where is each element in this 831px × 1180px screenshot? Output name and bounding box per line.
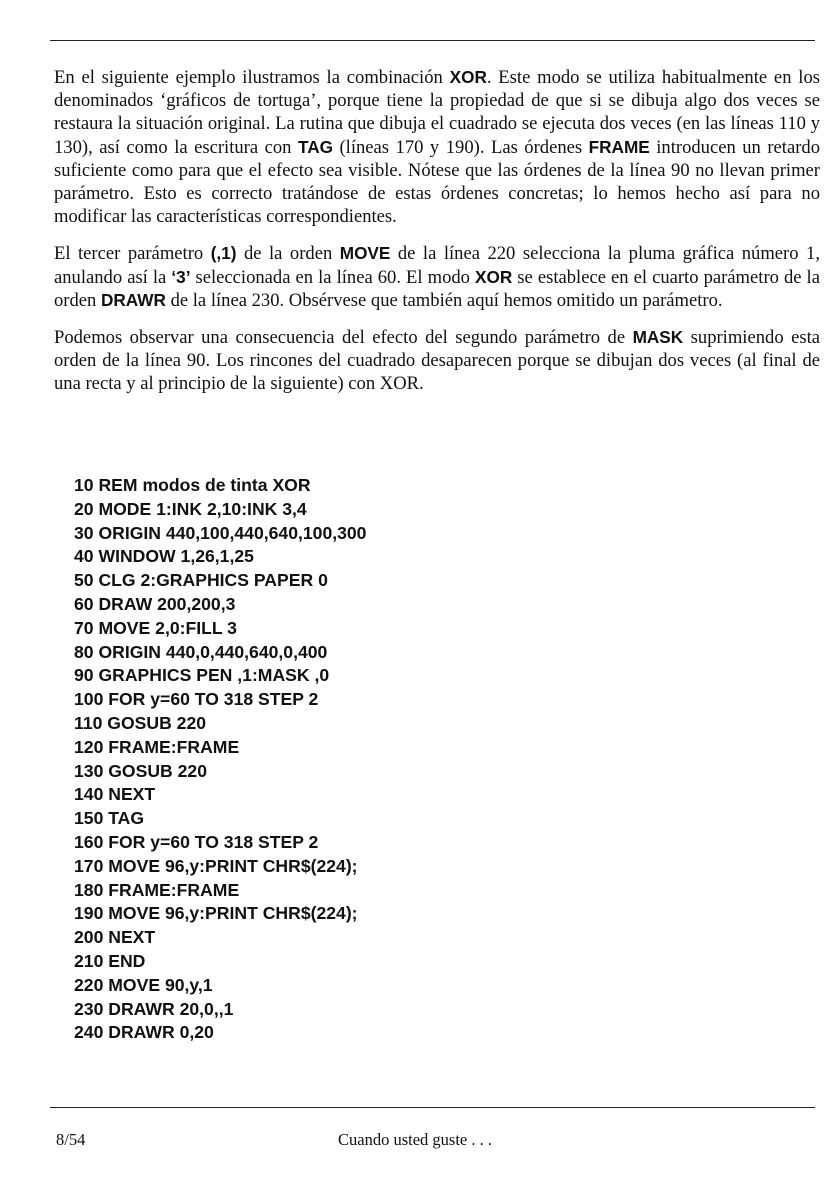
text-run: suprimiendo esta orden de la línea 90. Los rincones del cuadrado desaparecen porque se dibujan dos veces (al final de una recta y al principio de la siguiente) con XOR. — [54, 327, 820, 395]
code-line: 230 DRAWR 20,0,,1 — [74, 998, 234, 1019]
text-run: se establece en el cuarto parámetro de la orden — [54, 266, 820, 311]
code-line: 130 GOSUB 220 — [74, 760, 208, 781]
code-line: 10 REM modos de tinta XOR — [74, 475, 311, 495]
code-line: 50 CLG 2:GRAPHICS PAPER 0 — [74, 570, 328, 591]
text-run: . Este modo se utiliza habitualmente en los denominados ‘gráficos de tortuga’, porque tiene la propiedad de que si se dibuja algo dos veces se restaura la situación original. La rutina que dibuja el cuadrado se ejecuta dos veces (en las líneas 110 y 130), así como la escritura con — [54, 67, 820, 158]
code-line: 200 NEXT — [74, 927, 156, 948]
keyword: DRAWR — [100, 289, 166, 310]
bottom-rule — [50, 1107, 815, 1108]
keyword: TAG — [297, 136, 333, 157]
keyword: XOR — [475, 266, 513, 287]
paragraph-1 — [54, 66, 820, 228]
code-line: 80 ORIGIN 440,0,440,640,0,400 — [74, 641, 328, 662]
code-line: 90 GRAPHICS PEN ,1:MASK ,0 — [74, 665, 330, 686]
code-line: 30 ORIGIN 440,100,440,640,100,300 — [74, 522, 367, 543]
running-title: Cuando usted guste . . . — [338, 1130, 492, 1149]
text-run: de la línea 220 selecciona la pluma gráfica número 1, anulando así la — [54, 243, 820, 288]
text-run: de la orden — [236, 243, 340, 265]
paragraph-3 — [54, 326, 820, 396]
keyword: MASK — [632, 327, 684, 348]
keyword: XOR — [449, 67, 487, 87]
code-line: 110 GOSUB 220 — [74, 712, 207, 733]
keyword: MOVE — [339, 243, 391, 264]
body-text — [54, 66, 820, 410]
text-run: de la línea 230. Obsérvese que también aquí hemos omitido un parámetro. — [165, 289, 723, 311]
keyword: ‘3’ — [171, 266, 191, 287]
page-number: 8/54 — [56, 1130, 86, 1149]
top-rule — [50, 40, 815, 41]
code-line: 190 MOVE 96,y:PRINT CHR$(224); — [74, 903, 358, 924]
code-line: 140 NEXT — [74, 784, 156, 805]
code-line: 240 DRAWR 0,20 — [74, 1022, 214, 1043]
code-line: 20 MODE 1:INK 2,10:INK 3,4 — [74, 498, 307, 519]
code-line: 170 MOVE 96,y:PRINT CHR$(224); — [74, 855, 358, 876]
code-line: 100 FOR y=60 TO 318 STEP 2 — [74, 689, 319, 710]
text-run: introducen un retardo suficiente como para que el efecto sea visible. Nótese que las órdenes de la línea 90 no llevan primer parámetro. Esto es correcto tratándose de estas órdenes concretas; lo hemos hecho así para no modificar las características correspondientes. — [54, 136, 821, 228]
code-line: 40 WINDOW 1,26,1,25 — [74, 546, 254, 567]
code-line: 70 MOVE 2,0:FILL 3 — [74, 617, 237, 638]
text-run: El tercer parámetro — [54, 243, 211, 265]
code-listing — [74, 474, 366, 1045]
code-line: 220 MOVE 90,y,1 — [74, 974, 213, 995]
text-run: En el siguiente ejemplo ilustramos la combinación — [54, 67, 450, 88]
code-line: 60 DRAW 200,200,3 — [74, 593, 236, 614]
code-line: 210 END — [74, 950, 146, 971]
text-run: Podemos observar una consecuencia del efecto del segundo parámetro de — [54, 327, 633, 349]
code-line: 160 FOR y=60 TO 318 STEP 2 — [74, 831, 319, 852]
keyword: FRAME — [588, 136, 650, 157]
text-run: seleccionada en la línea 60. El modo — [190, 266, 476, 288]
text-run: (líneas 170 y 190). Las órdenes — [332, 136, 589, 158]
code-line: 120 FRAME:FRAME — [74, 736, 240, 757]
keyword: (,1) — [210, 243, 237, 264]
code-line: 180 FRAME:FRAME — [74, 879, 240, 900]
paragraph-2 — [54, 242, 820, 312]
code-line: 150 TAG — [74, 808, 145, 829]
